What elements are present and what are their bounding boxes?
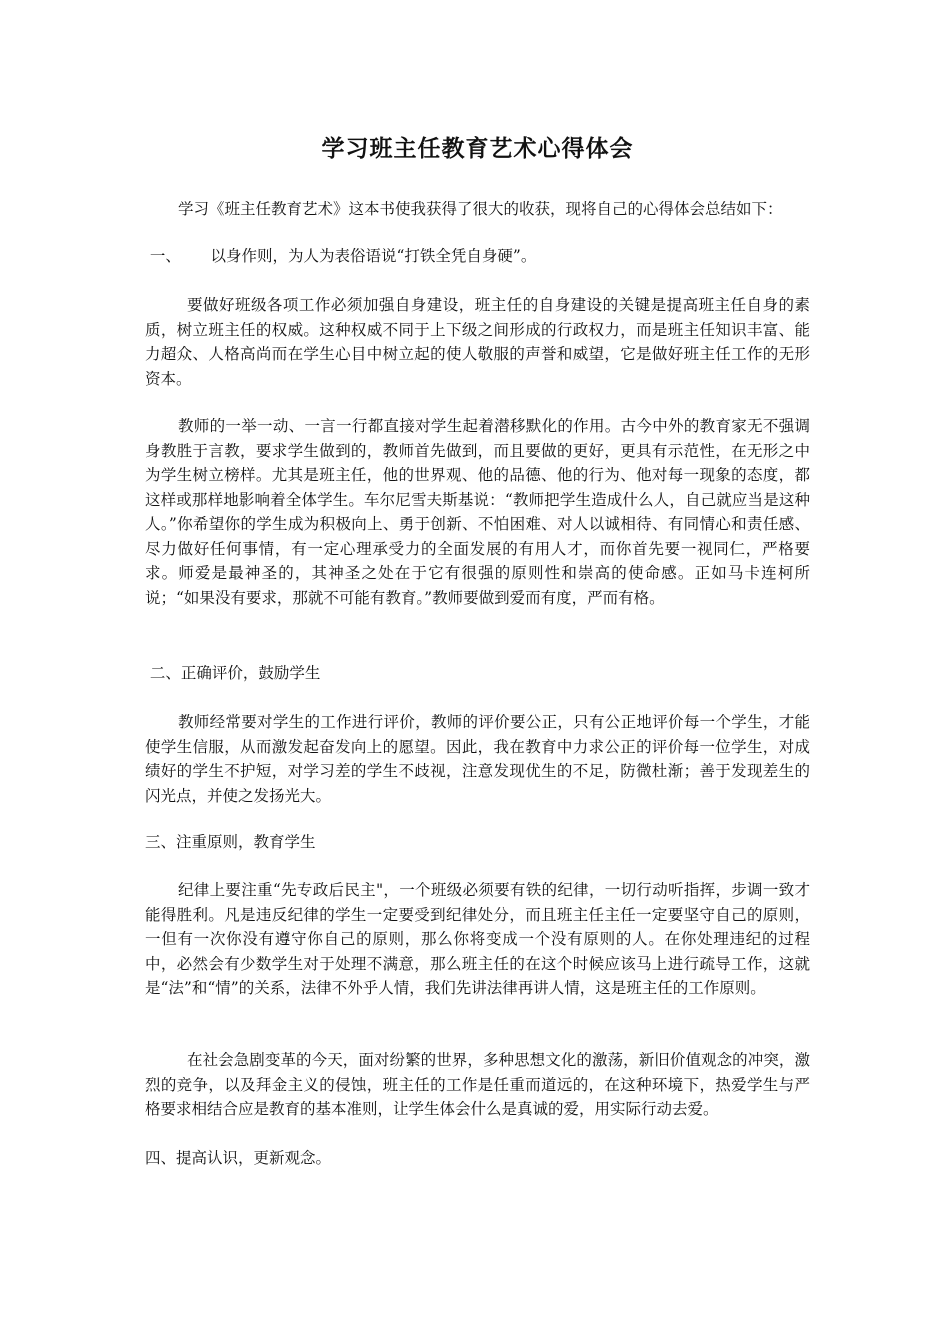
document-title: 学习班主任教育艺术心得体会 (321, 135, 634, 162)
section3-paragraph-1: 纪律上要注重“先专政后民主"，一个班级必须要有铁的纪律，一切行动听指挥，步调一致才能得胜利。凡是违反纪律的学生一定要受到纪律处分，而且班主任主任一定要坚守自己的原则，一但有一次你没有遵守你自己的原则，那么你将变成一个没有原则的人。在你处理违纪的过程中，必然会有少数学生对于处理不满意，那么班主任的在这个时候应该马上进行疏导工作，这就是“法”和“情”的关系，法律不外乎人情，我们先讲法律再讲人情，这是班主任的工作原则。 (145, 881, 810, 997)
section2-heading: 二、正确评价，鼓励学生 (145, 664, 321, 682)
section3-heading: 三、注重原则，教育学生 (145, 833, 316, 851)
section1-paragraph-1: 要做好班级各项工作必须加强自身建设，班主任的自身建设的关键是提高班主任自身的素质，树立班主任的权威。这种权威不同于上下级之间形成的行政权力，而是班主任知识丰富、能力超众、人格高尚而在学生心目中树立起的使人敬服的声誉和威望，它是做好班主任工作的无形资本。 (145, 296, 810, 388)
section1-heading: 一、 以身作则，为人为表俗语说“打铁全凭自身硬”。 (145, 247, 537, 265)
section4-heading: 四、提高认识，更新观念。 (145, 1149, 332, 1167)
section3-paragraph-2: 在社会急剧变革的今天，面对纷繁的世界，多种思想文化的激荡，新旧价值观念的冲突，激烈的竞争，以及拜金主义的侵蚀，班主任的工作是任重而道远的，在这种环境下，热爱学生与严格要求相结合应是教育的基本准则，让学生体会什么是真诚的爱，用实际行动去爱。 (145, 1051, 810, 1118)
section2-paragraph-1: 教师经常要对学生的工作进行评价，教师的评价要公正，只有公正地评价每一个学生，才能使学生信服，从而激发起奋发向上的愿望。因此，我在教育中力求公正的评价每一位学生，对成绩好的学生不护短，对学习差的学生不歧视，注意发现优生的不足，防微杜渐；善于发现差生的闪光点，并使之发扬光大。 (145, 713, 810, 805)
section1-paragraph-2: 教师的一举一动、一言一行都直接对学生起着潜移默化的作用。古今中外的教育家无不强调身教胜于言教，要求学生做到的，教师首先做到，而且要做的更好，更具有示范性，在无形之中为学生树立榜样。尤其是班主任，他的世界观、他的品德、他的行为、他对每一现象的态度，都这样或那样地影响着全体学生。车尔尼雪夫斯基说：“教师把学生造成什么人，自己就应当是这种人。”你希望你的学生成为积极向上、勇于创新、不怕困难、对人以诚相待、有同情心和责任感、尽力做好任何事情，有一定心理承受力的全面发展的有用人才，而你首先要一视同仁，严格要求。师爱是最神圣的，其神圣之处在于它有很强的原则性和崇高的使命感。正如马卡连柯所说；“如果没有要求，那就不可能有教育。”教师要做到爱而有度，严而有格。 (145, 417, 810, 607)
intro-paragraph: 学习《班主任教育艺术》这本书使我获得了很大的收获，现将自己的心得体会总结如下： (178, 200, 783, 218)
